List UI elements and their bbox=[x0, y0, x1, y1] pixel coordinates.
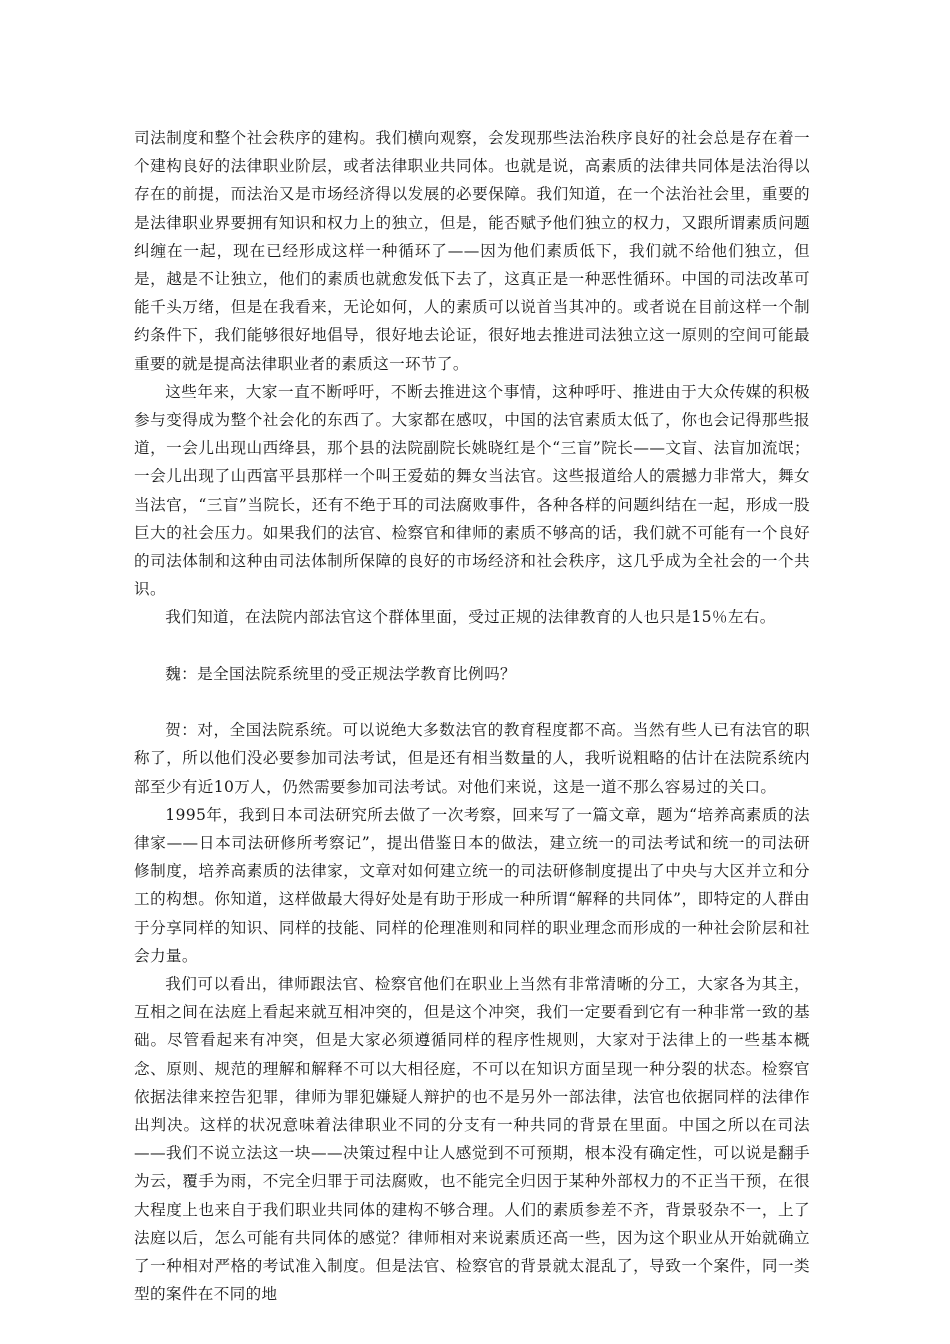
blank-line bbox=[134, 632, 810, 660]
paragraph-continuation: 司法制度和整个社会秩序的建构。我们横向观察，会发现那些法治秩序良好的社会总是存在着一个建构良好的法律职业阶层，或者法律职业共同体。也就是说，高素质的法律共同体是法治得以存在的前提，而法治又是市场经济得以发展的必要保障。我们知道，在一个法治社会里，重要的是法律职业界要拥有知识和权力上的独立，但是，能否赋予他们独立的权力，又跟所谓素质问题纠缠在一起，现在已经形成这样一种循环了——因为他们素质低下，我们就不给他们独立，但是，越是不让独立，他们的素质也就愈发低下去了，这真正是一种恶性循环。中国的司法改革可能千头万绪，但是在我看来，无论如何，人的素质可以说首当其冲的。或者说在目前这样一个制约条件下，我们能够很好地倡导，很好地去论证，很好地去推进司法独立这一原则的空间可能最重要的就是提高法律职业者的素质这一环节了。 bbox=[134, 129, 810, 373]
paragraph-public-outcry: 这些年来，大家一直不断呼吁，不断去推进这个事情，这种呼吁、推进由于大众传媒的积极参与变得成为整个社会化的东西了。大家都在感叹，中国的法官素质太低了，你也会记得那些报道，一会儿出现山西绛县，那个县的法院副院长姚晓红是个“三盲”院长——文盲、法盲加流氓；一会儿出现了山西富平县那样一个叫王爱茹的舞女当法官。这些报道给人的震撼力非常大，舞女当法官，“三盲”当院长，还有不绝于耳的司法腐败事件，各种各样的问题纠结在一起，形成一股巨大的社会压力。如果我们的法官、检察官和律师的素质不够高的话，我们就不可能有一个良好的司法体制和这种由司法体制所保障的良好的市场经济和社会秩序，这几乎成为全社会的一个共识。 bbox=[134, 382, 810, 599]
blank-line bbox=[134, 688, 810, 716]
paragraph-wei-question: 魏：是全国法院系统里的受正规法学教育比例吗？ bbox=[165, 664, 516, 683]
document-body bbox=[134, 124, 810, 1309]
paragraph-legal-community: 我们可以看出，律师跟法官、检察官他们在职业上当然有非常清晰的分工，大家各为其主，互相之间在法庭上看起来就互相冲突的，但是这个冲突，我们一定要看到它有一种非常一致的基础。尽管看起来有冲突，但是大家必须遵循同样的程序性规则，大家对于法律上的一些基本概念、原则、规范的理解和解释不可以大相径庭，不可以在知识方面呈现一种分裂的状态。检察官依据法律来控告犯罪，律师为罪犯嫌疑人辩护的也不是另外一部法律，法官也依据同样的法律作出判决。这样的状况意味着法律职业不同的分支有一种共同的背景在里面。中国之所以在司法——我们不说立法这一块——决策过程中让人感觉到不可预期，根本没有确定性，可以说是翻手为云，覆手为雨，不完全归罪于司法腐败，也不能完全归因于某种外部权力的不正当干预，在很大程度上也来自于我们职业共同体的建构不够合理。人们的素质参差不齐，背景驳杂不一，上了法庭以后，怎么可能有共同体的感觉？律师相对来说素质还高一些，因为这个职业从开始就确立了一种相对严格的考试准入制度。但是法官、检察官的背景就太混乱了，导致一个案件，同一类型的案件在不同的地 bbox=[134, 975, 810, 1304]
paragraph-he-answer: 贺：对，全国法院系统。可以说绝大多数法官的教育程度都不高。当然有些人已有法官的职称了，所以他们没必要参加司法考试，但是还有相当数量的人，我听说粗略的估计在法院系统内部至少有近10万人，仍然需要参加司法考试。对他们来说，这是一道不那么容易过的关口。 bbox=[134, 721, 810, 796]
paragraph-japan-study: 1995年，我到日本司法研究所去做了一次考察，回来写了一篇文章，题为“培养高素质的法律家——日本司法研修所考察记”，提出借鉴日本的做法，建立统一的司法考试和统一的司法研修制度，培养高素质的法律家，文章对如何建立统一的司法研修制度提出了中央与大区并立和分工的构想。你知道，这样做最大得好处是有助于形成一种所谓“解释的共同体”，即特定的人群由于分享同样的知识、同样的技能、同样的伦理准则和同样的职业理念而形成的一种社会阶层和社会力量。 bbox=[134, 805, 810, 965]
paragraph-education-statistic: 我们知道，在法院内部法官这个群体里面，受过正规的法律教育的人也只是15％左右。 bbox=[165, 608, 776, 627]
